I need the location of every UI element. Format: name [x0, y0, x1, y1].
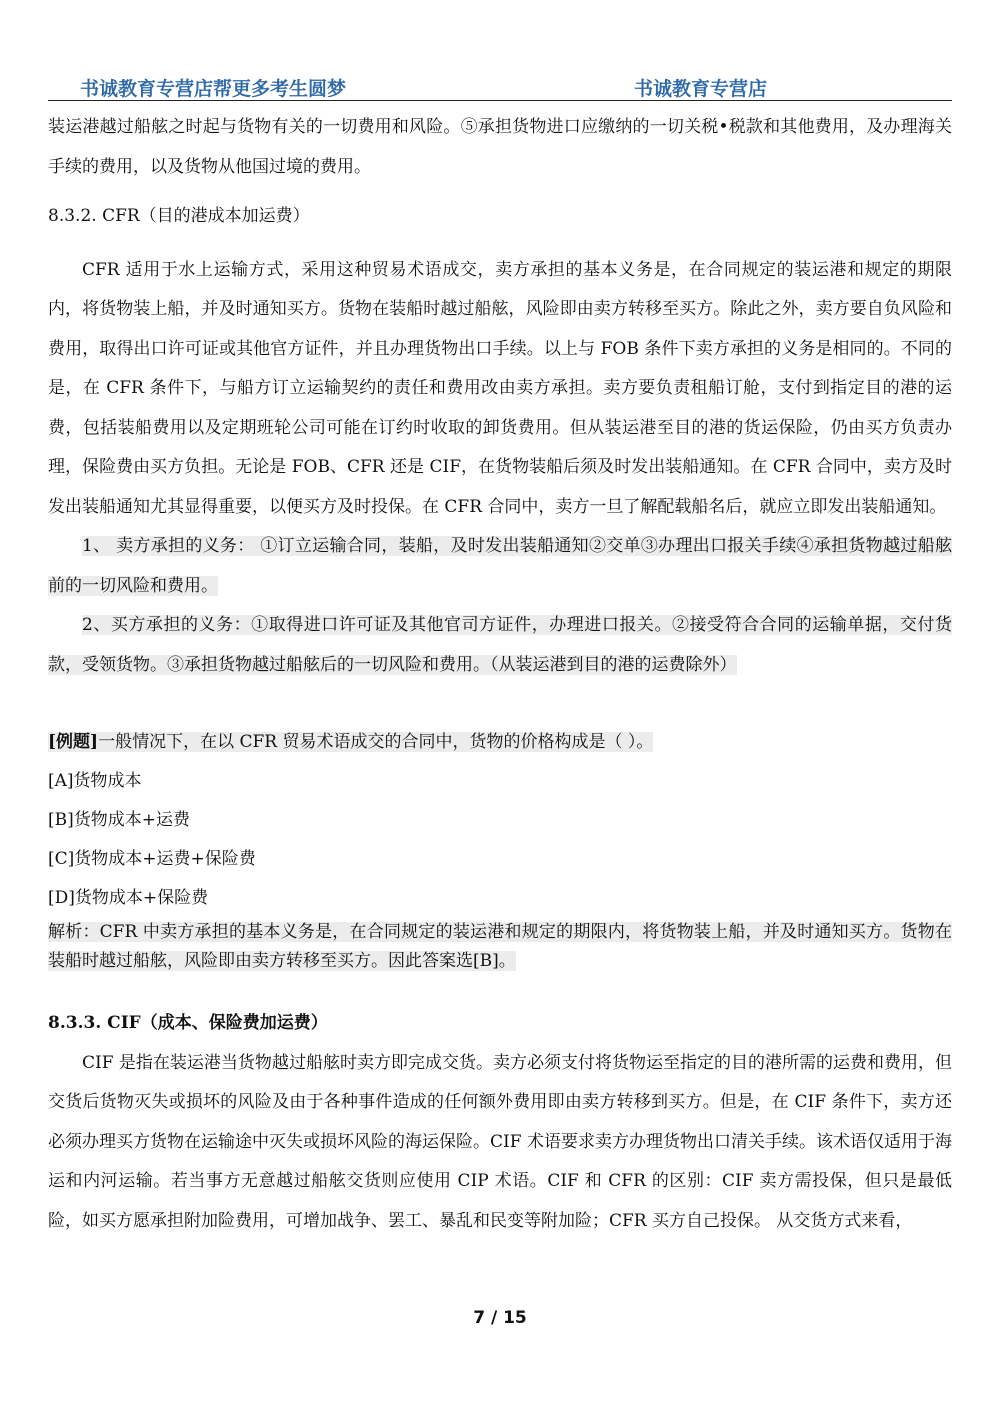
example-option-d: [D]货物成本+保险费	[48, 888, 209, 908]
header-store-slogan: 书诚教育专营店帮更多考生圆梦	[80, 78, 347, 100]
buyer-obligations	[48, 606, 952, 685]
example-analysis-text: 解析：CFR 中卖方承担的基本义务是，在合同规定的装运港和规定的期限内，将货物装上船，并及时通知买方。货物在装船时越过船舷，风险即由卖方转移至买方。因此答案选[B]。	[48, 922, 952, 971]
example-option-b: [B]货物成本+运费	[48, 810, 191, 830]
seller-obligations-text: 1、 卖方承担的义务： ①订立运输合同，装船，及时发出装船通知②交单③办理出口报关手续④承担货物越过船舷前的一切风险和费用。	[48, 536, 952, 596]
page-number: 7 / 15	[473, 1308, 527, 1328]
example-block	[48, 723, 952, 976]
example-question-text: 一般情况下，在以 CFR 贸易术语成交的合同中，货物的价格构成是（ ）。	[98, 732, 654, 752]
cfr-paragraph: CFR 适用于水上运输方式，采用这种贸易术语成交，卖方承担的基本义务是，在合同规定的装运港和规定的期限内，将货物装上船，并及时通知买方。货物在装船时越过船舷，风险即由卖方转移至买方。除此之外，卖方要自负风险和费用，取得出口许可证或其他官方证件，并且办理货物出口手续。以上与 FOB 条件下卖方承担的义务是相同的。不同的是，在 CFR 条件下，与船方订立运输契约的责任和费用改由卖方承担。卖方要负责租船订舱，支付到指定目的港的运费，包括装船费用以及定期班轮公司可能在订约时收取的卸货费用。但从装运港至目的港的货运保险，仍由买方负责办理，保险费由买方负担。无论是 FOB、CFR 还是 CIF，在货物装船后须及时发出装船通知。在 CFR 合同中，卖方及时发出装船通知尤其显得重要，以便买方及时投保。在 CFR 合同中，卖方一旦了解配载船名后，就应立即发出装船通知。	[48, 259, 952, 517]
seller-obligations	[48, 527, 952, 606]
continued-paragraph: 装运港越过船舷之时起与货物有关的一切费用和风险。⑤承担货物进口应缴纳的一切关税•税款和其他费用，及办理海关手续的费用，以及货物从他国过境的费用。	[48, 117, 952, 177]
example-analysis	[48, 918, 952, 976]
example-tag: [例题]	[48, 732, 99, 752]
page-header	[48, 74, 952, 101]
cif-paragraph: CIF 是指在装运港当货物越过船舷时卖方即完成交货。卖方必须支付将货物运至指定的目的港所需的运费和费用，但交货后货物灭失或损坏的风险及由于各种事件造成的任何额外费用即由卖方转移到买方。但是，在 CIF 条件下，卖方还必须办理买方货物在运输途中灭失或损坏风险的海运保险。CIF 术语要求卖方办理货物出口清关手续。该术语仅适用于海运和内河运输。若当事方无意越过船舷交货则应使用 CIP 术语。CIF 和 CFR 的区别：CIF 卖方需投保，但只是最低险，如买方愿承担附加险费用，可增加战争、罢工、暴乱和民变等附加险；CFR 买方自己投保。 从交货方式来看，	[48, 1052, 952, 1231]
example-option-c: [C]货物成本+运费+保险费	[48, 849, 256, 869]
header-store-name: 书诚教育专营店	[634, 78, 768, 100]
section-heading-cfr: 8.3.2. CFR（目的港成本加运费）	[48, 206, 310, 226]
section-heading-cif: 8.3.3. CIF（成本、保险费加运费）	[48, 1013, 328, 1033]
example-option-a: [A]货物成本	[48, 771, 142, 791]
example-question	[48, 723, 952, 762]
buyer-obligations-text: 2、买方承担的义务：①取得进口许可证及其他官司方证件，办理进口报关。②接受符合合同的运输单据，交付货款，受领货物。③承担货物越过船舷后的一切风险和费用。（从装运港到目的港的运费除外）	[48, 615, 952, 675]
document-body	[48, 108, 952, 1241]
